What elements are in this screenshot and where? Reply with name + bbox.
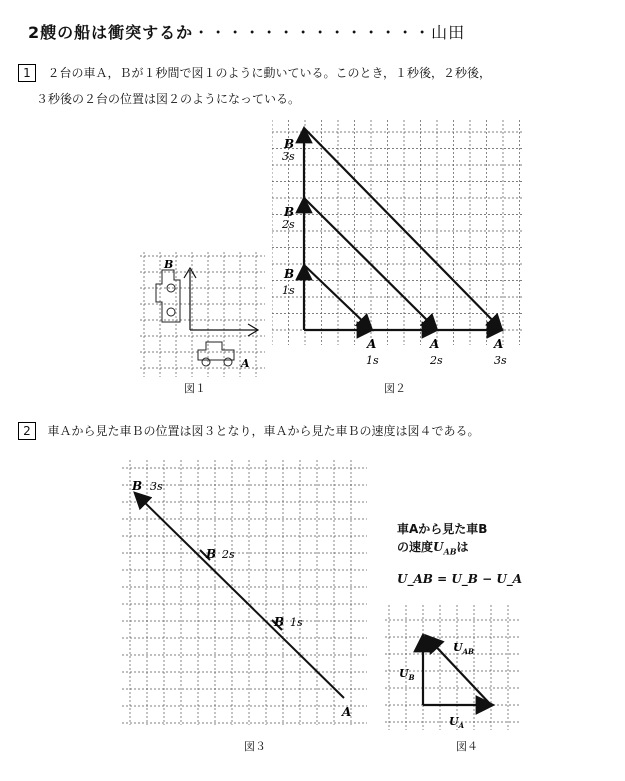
- fig3-b2-time: 2s: [222, 548, 235, 561]
- figure3: [122, 460, 367, 730]
- fig4-note: 車Aから見た車B の速度$U_{AB}$は U_AB = U_B − U_A: [397, 522, 523, 587]
- fig2-b2-time: 2s: [282, 218, 295, 231]
- fig2-b1-time: 1s: [282, 284, 295, 297]
- fig2-a2-time: 2s: [430, 354, 443, 367]
- section2-number-box: 2: [18, 422, 36, 440]
- car-a-drawing: [198, 342, 234, 366]
- author-name: 山田: [431, 23, 466, 42]
- section2-line: 車Ａから見た車Ｂの位置は図３となり，車Ａから見た車Ｂの速度は図４である。: [47, 424, 480, 438]
- title-leader-dots: ・・・・・・・・・・・・・・: [193, 23, 432, 42]
- fig1-label-a: A: [241, 357, 250, 370]
- fig4-label-ub: $U_B$: [399, 667, 415, 682]
- fig3-b3-time: 3s: [150, 480, 163, 493]
- section1-line1: ２台の車Ａ，Ｂが１秒間で図１のように動いている。このとき，１秒後，２秒後，: [47, 66, 491, 80]
- fig2-a1-time: 1s: [366, 354, 379, 367]
- fig4-label-ua: $U_A$: [449, 715, 465, 730]
- fig4-label-uab: $U_{AB}$: [453, 641, 474, 656]
- fig2-b3-name: B: [284, 137, 295, 151]
- figure2: [272, 120, 522, 380]
- fig3-b2-name: B: [206, 547, 217, 561]
- fig2-a1-name: A: [367, 337, 377, 351]
- title-text: 2艘の船は衝突するか: [28, 23, 194, 42]
- fig4-formula: U_AB = U_B − U_A: [397, 572, 523, 587]
- fig2-a2-name: A: [430, 337, 440, 351]
- fig2-b3-time: 3s: [282, 150, 295, 163]
- fig3-caption: 図３: [244, 740, 266, 753]
- page-title: [28, 20, 465, 43]
- fig2-b2-name: B: [284, 205, 295, 219]
- section2-text: [18, 418, 479, 444]
- figure4: [385, 605, 520, 733]
- section1-line2: ３秒後の２台の位置は図２のようになっている。: [36, 92, 301, 106]
- section1-number-box: 1: [18, 64, 36, 82]
- fig3-b1-time: 1s: [290, 616, 303, 629]
- section1-text: [18, 60, 491, 112]
- fig3-b1-name: B: [274, 615, 285, 629]
- fig2-a3-name: A: [494, 337, 504, 351]
- fig4-note-prefix: の速度: [397, 540, 434, 554]
- car-b-drawing: [156, 270, 180, 322]
- fig4-note-line1: 車Aから見た車B: [397, 522, 488, 536]
- fig2-a3-time: 3s: [494, 354, 507, 367]
- fig1-caption: 図１: [184, 382, 206, 395]
- figure1: [140, 252, 265, 377]
- fig4-note-suffix: は: [456, 540, 469, 554]
- fig1-label-b: B: [164, 258, 174, 271]
- fig3-b3-name: B: [132, 479, 143, 493]
- fig3-label-a: A: [342, 705, 352, 719]
- fig2-b1-name: B: [284, 267, 295, 281]
- fig2-caption: 図２: [384, 382, 406, 395]
- fig4-caption: 図４: [456, 740, 478, 753]
